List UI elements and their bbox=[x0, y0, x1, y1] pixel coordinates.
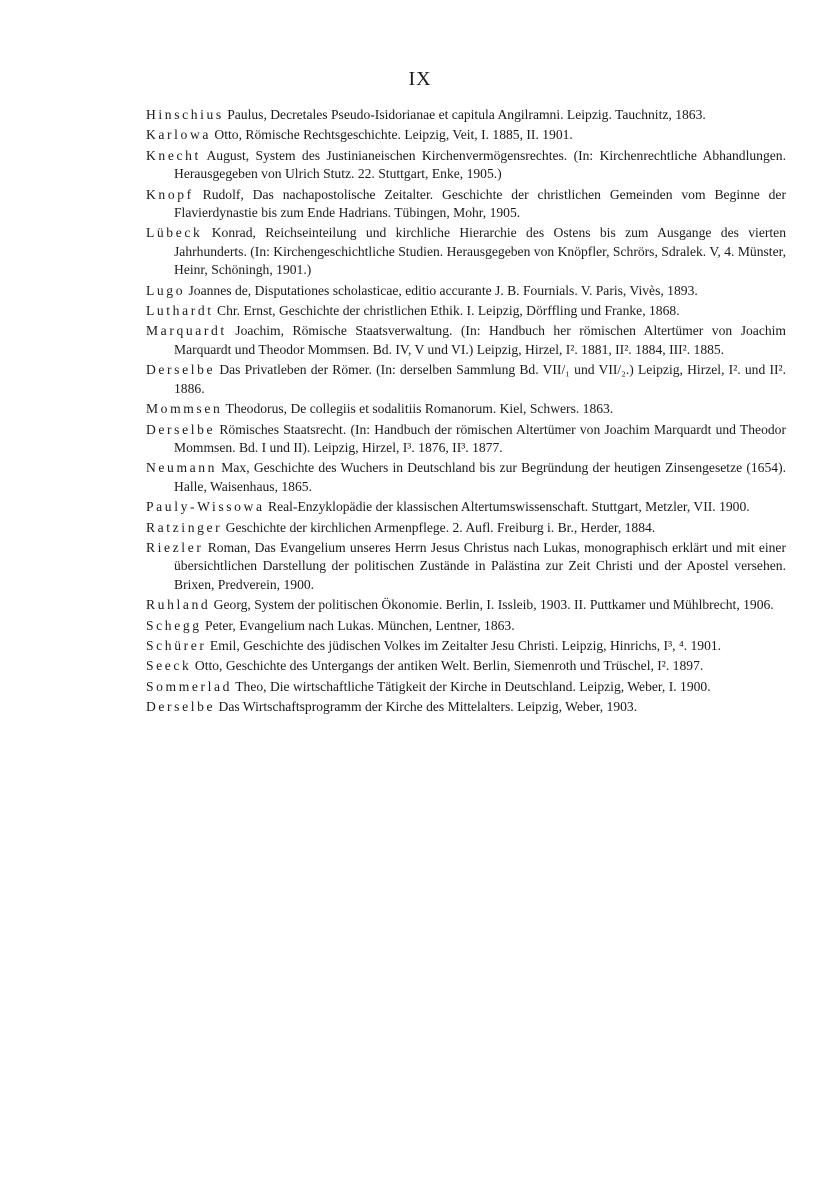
entry-text: August, System des Justinianeischen Kirchenvermögensrechtes. (In: Kirchenrechtliche Abhandlungen. Herausgegeben von Ulrich Stutz. 22. Stuttgart, Enke, 1905.) bbox=[174, 147, 786, 182]
entry-text: Otto, Geschichte des Untergangs der antiken Welt. Berlin, Siemenroth und Trüschel, I². 1897. bbox=[194, 658, 704, 674]
entry-author: Lugo bbox=[146, 282, 186, 298]
entry-text: Max, Geschichte des Wuchers in Deutschland bis zur Begründung der heutigen Zinsengesetze (1654). Halle, Waisenhaus, 1865. bbox=[174, 460, 786, 494]
bibliography-entry bbox=[146, 421, 786, 458]
bibliography-entry bbox=[146, 106, 786, 124]
bibliography-entry bbox=[146, 617, 786, 635]
entry-text: Peter, Evangelium nach Lukas. München, Lentner, 1863. bbox=[205, 617, 515, 633]
bibliography-entry bbox=[146, 147, 786, 184]
entry-author: Schürer bbox=[146, 637, 207, 653]
bibliography-entry bbox=[146, 596, 786, 614]
bibliography-entry bbox=[146, 519, 786, 537]
bibliography-entry bbox=[146, 459, 786, 496]
entry-author: Hinschius bbox=[146, 107, 224, 122]
entry-author: Derselbe bbox=[146, 421, 216, 437]
bibliography-entry bbox=[146, 539, 786, 594]
entry-text: Konrad, Reichseinteilung und kirchliche Hierarchie des Ostens bis zum Ausgange des vierten Jahrhunderts. (In: Kirchengeschichtliche Studien. Herausgegeben von Knöpfler, Schrörs, Sdralek. V, 4. Münster, Heinr, Schöningh, 1901.) bbox=[174, 225, 786, 278]
entry-author: Marquardt bbox=[146, 323, 227, 339]
bibliography-entry bbox=[146, 186, 786, 223]
entry-text: Rudolf, Das nachapostolische Zeitalter. Geschichte der christlichen Gemeinden vom Beginne der Flavierdynastie bis zum Ende Hadrians. Tübingen, Mohr, 1905. bbox=[174, 186, 786, 221]
entry-author: Knecht bbox=[146, 147, 201, 163]
entry-text: Paulus, Decretales Pseudo-Isidorianae et capitula Angilramni. Leipzig. Tauchnitz, 1863. bbox=[227, 107, 706, 122]
bibliography-entry bbox=[146, 498, 786, 516]
entry-text: Georg, System der politischen Ökonomie. Berlin, I. Issleib, 1903. II. Puttkamer und Mühlbrecht, 1906. bbox=[213, 597, 774, 613]
bibliography-entry bbox=[146, 637, 786, 655]
entry-author: Lübeck bbox=[146, 225, 203, 241]
entry-text: Joannes de, Disputationes scholasticae, editio accurante J. B. Fournials. V. Paris, Vivès, 1893. bbox=[188, 282, 698, 298]
entry-author: Ratzinger bbox=[146, 519, 223, 535]
entry-text: Das Wirtschaftsprogramm der Kirche des Mittelalters. Leipzig, Weber, 1903. bbox=[218, 699, 638, 715]
entry-author: Seeck bbox=[146, 658, 192, 674]
bibliography-entry bbox=[146, 678, 786, 696]
entry-text: Geschichte der kirchlichen Armenpflege. 2. Aufl. Freiburg i. Br., Herder, 1884. bbox=[225, 519, 656, 535]
entry-author: Pauly-Wissowa bbox=[146, 499, 265, 515]
bibliography-entry bbox=[146, 322, 786, 359]
bibliography-entry bbox=[146, 657, 786, 675]
entry-author: Derselbe bbox=[146, 362, 216, 378]
entry-text: Joachim, Römische Staatsverwaltung. (In: Handbuch her römischen Altertümer von Joachim Marquardt und Theodor Mommsen. Bd. IV, V und VI.) Leipzig, Hirzel, I². 1881, II². 1884, III². 1885. bbox=[174, 323, 787, 357]
bibliography-entry bbox=[146, 698, 786, 716]
entry-author: Mommsen bbox=[146, 401, 223, 417]
entry-author: Luthardt bbox=[146, 303, 214, 319]
entry-author: Ruhland bbox=[146, 597, 211, 613]
entry-text: Römisches Staatsrecht. (In: Handbuch der römischen Altertümer von Joachim Marquardt und Theodor Mommsen. Bd. I und II). Leipzig, Hirzel, I³. 1876, II³. 1877. bbox=[174, 421, 786, 455]
entry-text: Emil, Geschichte des jüdischen Volkes im Zeitalter Jesu Christi. Leipzig, Hinrichs, I³, ⁴. 1901. bbox=[209, 637, 722, 653]
entry-author: Karlowa bbox=[146, 127, 212, 143]
bibliography-entry bbox=[146, 400, 786, 418]
entry-text: Theodorus, De collegiis et sodalitiis Romanorum. Kiel, Schwers. 1863. bbox=[225, 401, 614, 417]
entry-author: Schegg bbox=[146, 617, 202, 633]
entry-author: Derselbe bbox=[146, 699, 216, 715]
entry-text: Das Privatleben der Römer. (In: derselben Sammlung Bd. VII/₁ und VII/₂.) Leipzig, Hirzel, I². und II². 1886. bbox=[174, 362, 786, 396]
entry-text: Roman, Das Evangelium unseres Herrn Jesus Christus nach Lukas, monographisch erklärt und mit einer übersichtlichen Darstellung der politischen Zustände in Palästina zur Zeit Christi und der Apostel versehen. Brixen, Predverein, 1900. bbox=[174, 539, 786, 592]
bibliography-entry bbox=[146, 302, 786, 320]
bibliography-list bbox=[146, 106, 786, 719]
bibliography-entry bbox=[146, 224, 786, 279]
entry-text: Theo, Die wirtschaftliche Tätigkeit der Kirche in Deutschland. Leipzig, Weber, I. 1900. bbox=[235, 678, 711, 694]
entry-author: Neumann bbox=[146, 460, 218, 476]
entry-text: Chr. Ernst, Geschichte der christlichen Ethik. I. Leipzig, Dörffling und Franke, 1868. bbox=[217, 303, 680, 319]
bibliography-entry bbox=[146, 361, 786, 398]
bibliography-entry bbox=[146, 126, 786, 144]
page-number: IX bbox=[408, 68, 432, 90]
bibliography-entry bbox=[146, 282, 786, 300]
entry-author: Riezler bbox=[146, 539, 204, 555]
entry-text: Real-Enzyklopädie der klassischen Altertumswissenschaft. Stuttgart, Metzler, VII. 1900. bbox=[268, 499, 750, 515]
entry-text: Otto, Römische Rechtsgeschichte. Leipzig, Veit, I. 1885, II. 1901. bbox=[214, 127, 573, 143]
entry-author: Knopf bbox=[146, 186, 194, 202]
entry-author: Sommerlad bbox=[146, 678, 233, 694]
